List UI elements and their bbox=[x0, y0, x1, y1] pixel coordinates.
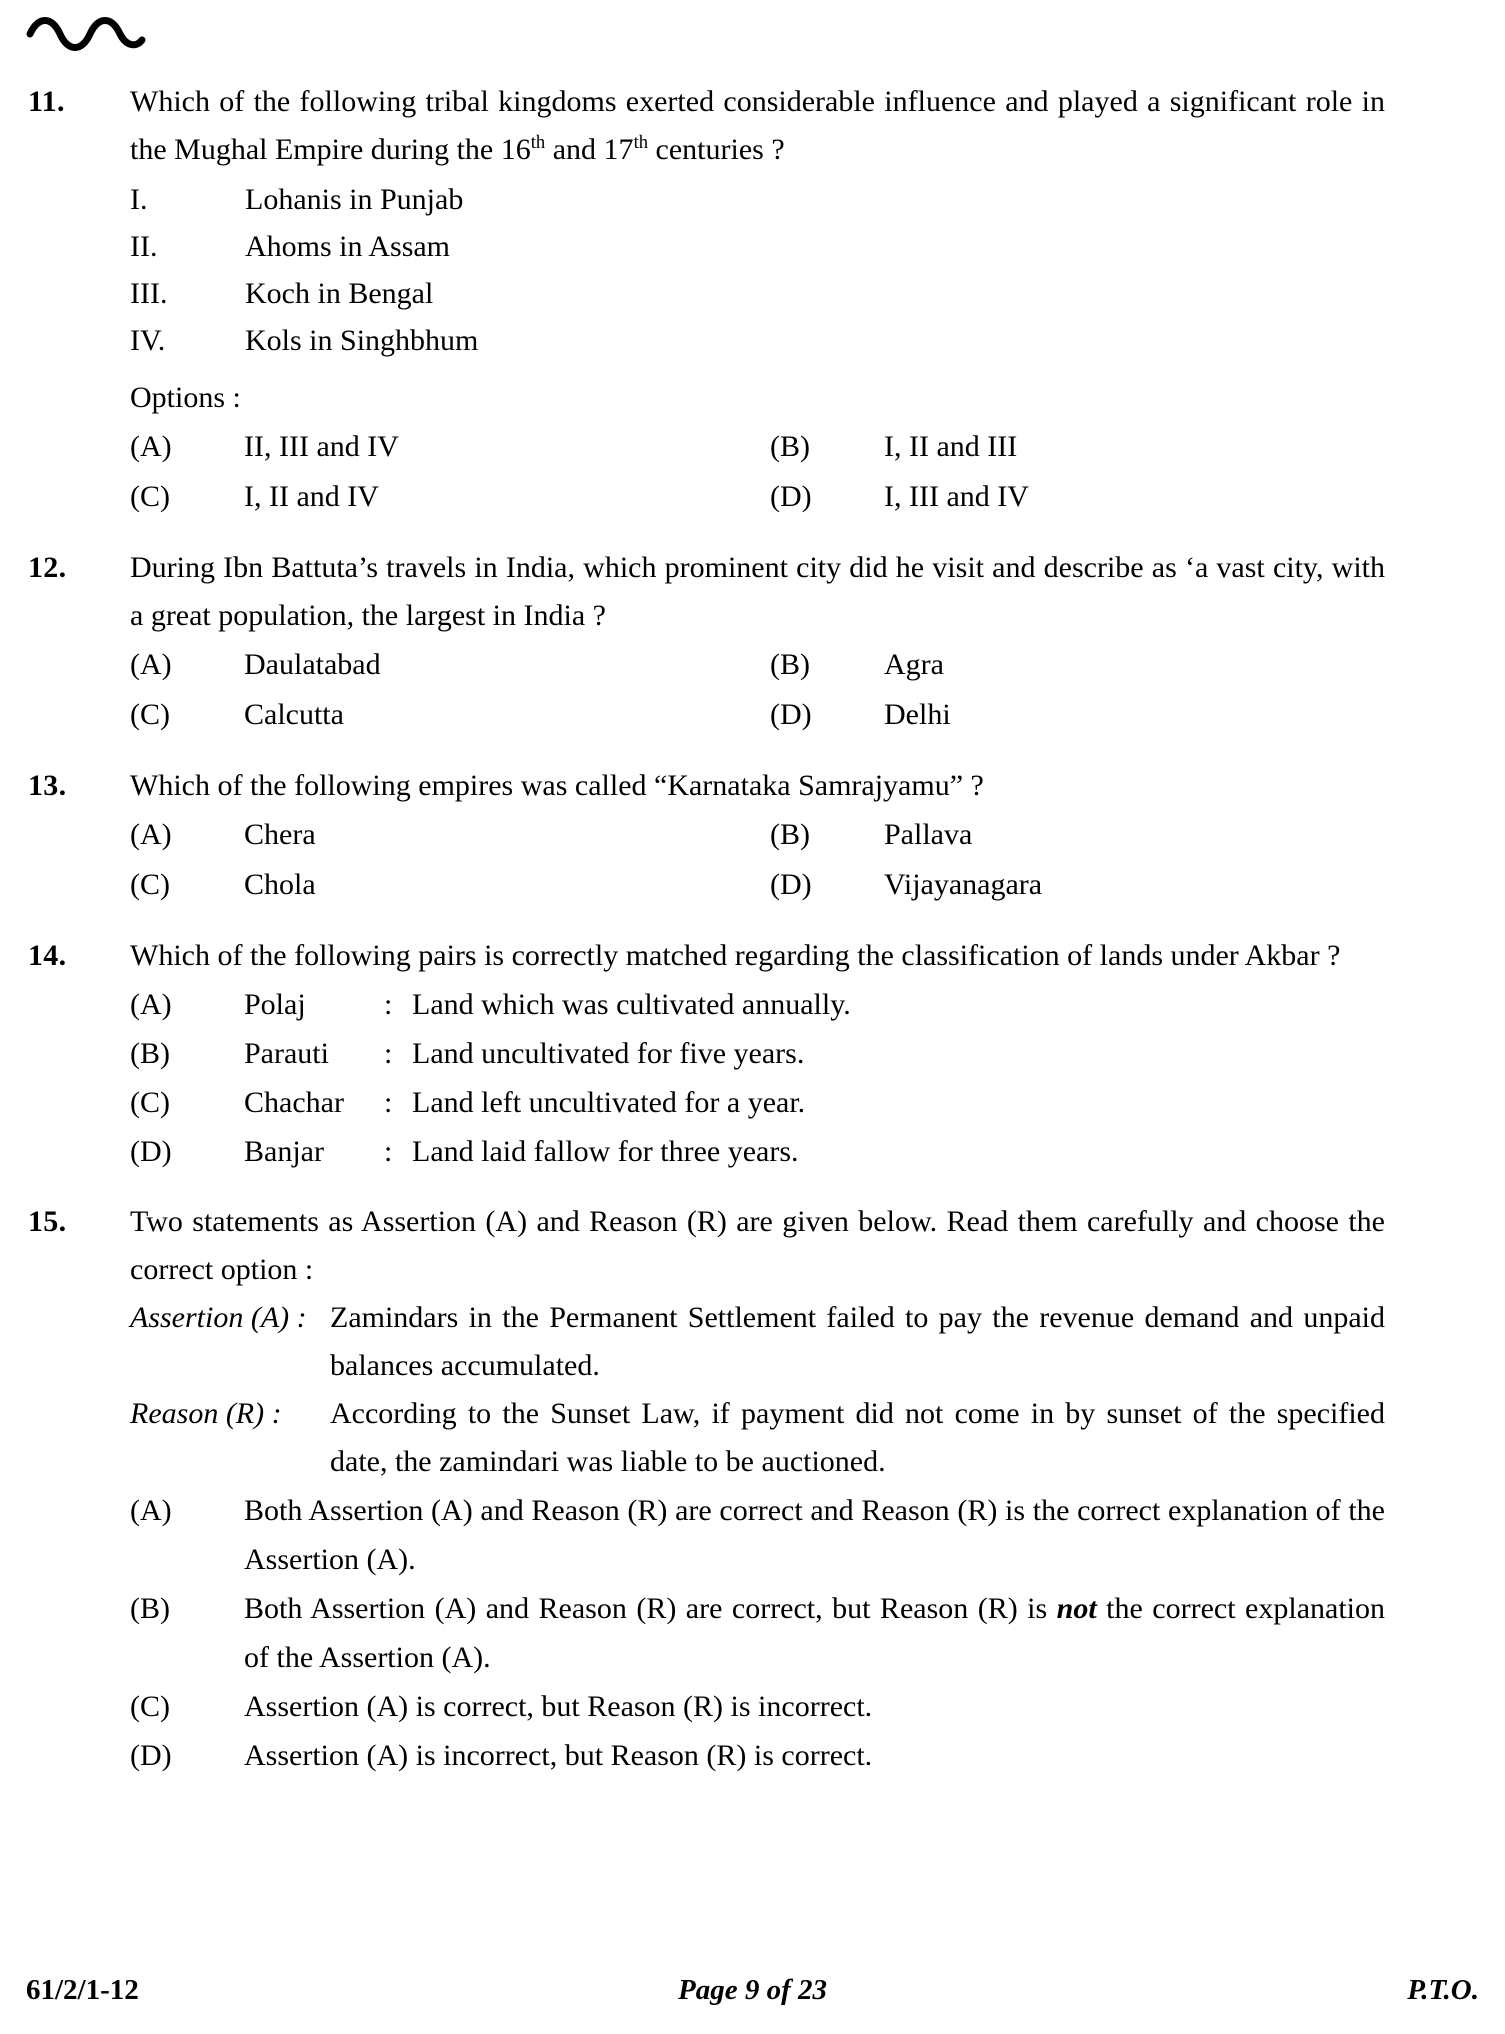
option-label: (D) bbox=[130, 1739, 172, 1772]
roman-label: I. bbox=[130, 183, 148, 216]
ordinal-suffix-17th: th bbox=[633, 132, 649, 153]
page-footer bbox=[0, 1974, 1505, 2018]
option-a[interactable] bbox=[130, 980, 1385, 1029]
option-text: Daulatabad bbox=[244, 648, 381, 681]
option-label: (B) bbox=[130, 1037, 170, 1070]
option-row bbox=[130, 422, 1385, 472]
question-stem: Two statements as Assertion (A) and Reason (R) are given below. Read them carefully and choose the correct option : bbox=[130, 1205, 1385, 1286]
spacer bbox=[0, 1176, 1505, 1198]
pto-label: P.T.O. bbox=[1407, 1974, 1479, 2006]
roman-numeral-list bbox=[130, 176, 1385, 364]
option-c[interactable] bbox=[130, 690, 344, 740]
option-colon: : bbox=[384, 1086, 393, 1119]
option-d[interactable] bbox=[130, 1127, 1385, 1176]
option-b[interactable] bbox=[770, 640, 944, 690]
option-description: Land left uncultivated for a year. bbox=[412, 1086, 806, 1119]
question-number: 11. bbox=[28, 85, 65, 118]
option-label: (D) bbox=[770, 698, 812, 731]
ordinal-suffix-16th: th bbox=[530, 132, 546, 153]
option-label: (C) bbox=[130, 1086, 170, 1119]
paper-code: 61/2/1-12 bbox=[26, 1974, 139, 2006]
roman-text: Kols in Singhbhum bbox=[245, 324, 479, 357]
option-text: Chola bbox=[244, 868, 316, 901]
option-label: (B) bbox=[770, 818, 810, 851]
option-text: Both Assertion (A) and Reason (R) are correct and Reason (R) is the correct explanation of the Assertion (A). bbox=[244, 1494, 1385, 1576]
reason-text: According to the Sunset Law, if payment did not come in by sunset of the specified date, the zamindari was liable to be auctioned. bbox=[330, 1397, 1385, 1478]
option-label: (D) bbox=[770, 480, 812, 513]
option-text-after: the correct explanation of the Assertion (A). bbox=[244, 1592, 1385, 1674]
roman-label: II. bbox=[130, 230, 158, 263]
reason-label: Reason (R) : bbox=[130, 1397, 282, 1430]
option-text: I, II and IV bbox=[244, 480, 379, 513]
option-text: I, III and IV bbox=[884, 480, 1029, 513]
option-text: Chera bbox=[244, 818, 316, 851]
option-c[interactable] bbox=[130, 860, 316, 910]
option-text: Assertion (A) is correct, but Reason (R) is incorrect. bbox=[244, 1690, 873, 1723]
option-d[interactable] bbox=[770, 690, 951, 740]
option-text bbox=[244, 1584, 1385, 1682]
stem-text-part-2: and 17 bbox=[545, 133, 634, 166]
question-stem: Which of the following empires was called “Karnataka Samrajyamu” ? bbox=[130, 769, 984, 802]
option-a[interactable] bbox=[130, 1486, 1385, 1584]
roman-text: Koch in Bengal bbox=[245, 277, 434, 310]
reason-row bbox=[130, 1390, 1385, 1486]
option-description: Land laid fallow for three years. bbox=[412, 1135, 799, 1168]
option-c[interactable] bbox=[130, 1682, 1385, 1731]
question-15 bbox=[0, 1198, 1505, 1780]
question-14 bbox=[0, 932, 1505, 1176]
question-number: 14. bbox=[28, 939, 67, 972]
question-11 bbox=[0, 78, 1505, 522]
option-row bbox=[130, 690, 1385, 740]
option-row bbox=[130, 810, 1385, 860]
option-label: (C) bbox=[130, 698, 170, 731]
question-number: 12. bbox=[28, 551, 67, 584]
roman-label: III. bbox=[130, 277, 168, 310]
option-a[interactable] bbox=[130, 422, 399, 472]
option-d[interactable] bbox=[130, 1731, 1385, 1780]
option-label: (A) bbox=[130, 1494, 172, 1527]
option-text: Pallava bbox=[884, 818, 973, 851]
list-item bbox=[130, 176, 1385, 223]
option-row bbox=[130, 860, 1385, 910]
option-b[interactable] bbox=[130, 1029, 1385, 1078]
option-b[interactable] bbox=[130, 1584, 1385, 1682]
option-label: (D) bbox=[770, 868, 812, 901]
option-c[interactable] bbox=[130, 1078, 1385, 1127]
option-text-before: Both Assertion (A) and Reason (R) are correct, but Reason (R) is bbox=[244, 1592, 1057, 1625]
option-label: (A) bbox=[130, 818, 172, 851]
option-text: Agra bbox=[884, 648, 944, 681]
question-13 bbox=[0, 762, 1505, 910]
option-description: Land uncultivated for five years. bbox=[412, 1037, 805, 1070]
option-term: Parauti bbox=[244, 1037, 329, 1070]
option-a[interactable] bbox=[130, 640, 381, 690]
spacer bbox=[0, 522, 1505, 544]
option-row bbox=[130, 640, 1385, 690]
page-number: Page 9 of 23 bbox=[678, 1974, 827, 2006]
option-emphasis: not bbox=[1056, 1592, 1097, 1625]
option-row bbox=[130, 472, 1385, 522]
roman-text: Ahoms in Assam bbox=[245, 230, 451, 263]
question-stem: Which of the following pairs is correctly matched regarding the classification of lands under Akbar ? bbox=[130, 939, 1341, 972]
option-term: Chachar bbox=[244, 1086, 344, 1119]
option-label: (A) bbox=[130, 988, 172, 1021]
option-text: Vijayanagara bbox=[884, 868, 1043, 901]
roman-text: Lohanis in Punjab bbox=[245, 183, 464, 216]
option-text: Delhi bbox=[884, 698, 951, 731]
question-stem: During Ibn Battuta’s travels in India, which prominent city did he visit and describe as ‘a vast city, with a great population, the largest in India ? bbox=[130, 551, 1385, 632]
option-text: Calcutta bbox=[244, 698, 344, 731]
options-heading: Options : bbox=[130, 381, 241, 414]
question-number: 13. bbox=[28, 769, 67, 802]
option-label: (B) bbox=[770, 430, 810, 463]
question-stem bbox=[130, 78, 1385, 174]
option-c[interactable] bbox=[130, 472, 379, 522]
stem-text-part-3: centuries ? bbox=[648, 133, 785, 166]
option-label: (C) bbox=[130, 1690, 170, 1723]
squiggle-mark-icon bbox=[26, 8, 146, 54]
stem-text-part-1: Which of the following tribal kingdoms exerted considerable influence and played a significant role in the Mughal Empire during the 16 bbox=[130, 85, 1385, 166]
option-d[interactable] bbox=[770, 472, 1029, 522]
option-colon: : bbox=[384, 988, 393, 1021]
option-term: Banjar bbox=[244, 1135, 324, 1168]
option-term: Polaj bbox=[244, 988, 306, 1021]
option-label: (B) bbox=[130, 1592, 170, 1625]
list-item bbox=[130, 223, 1385, 270]
questions-container bbox=[0, 78, 1505, 1780]
assertion-label: Assertion (A) : bbox=[130, 1301, 307, 1334]
assertion-text: Zamindars in the Permanent Settlement failed to pay the revenue demand and unpaid balances accumulated. bbox=[330, 1301, 1385, 1382]
option-label: (A) bbox=[130, 648, 172, 681]
option-text: Assertion (A) is incorrect, but Reason (R) is correct. bbox=[244, 1739, 873, 1772]
option-label: (C) bbox=[130, 480, 170, 513]
option-label: (C) bbox=[130, 868, 170, 901]
option-text: I, II and III bbox=[884, 430, 1018, 463]
option-label: (A) bbox=[130, 430, 172, 463]
option-description: Land which was cultivated annually. bbox=[412, 988, 851, 1021]
option-b[interactable] bbox=[770, 810, 972, 860]
option-text: II, III and IV bbox=[244, 430, 399, 463]
option-b[interactable] bbox=[770, 422, 1017, 472]
roman-label: IV. bbox=[130, 324, 166, 357]
option-colon: : bbox=[384, 1135, 393, 1168]
option-a[interactable] bbox=[130, 810, 316, 860]
assertion-row bbox=[130, 1294, 1385, 1390]
option-d[interactable] bbox=[770, 860, 1042, 910]
list-item bbox=[130, 270, 1385, 317]
spacer bbox=[0, 740, 1505, 762]
option-label: (D) bbox=[130, 1135, 172, 1168]
question-12 bbox=[0, 544, 1505, 740]
list-item bbox=[130, 317, 1385, 364]
spacer bbox=[0, 910, 1505, 932]
option-colon: : bbox=[384, 1037, 393, 1070]
option-label: (B) bbox=[770, 648, 810, 681]
question-number: 15. bbox=[28, 1205, 67, 1238]
